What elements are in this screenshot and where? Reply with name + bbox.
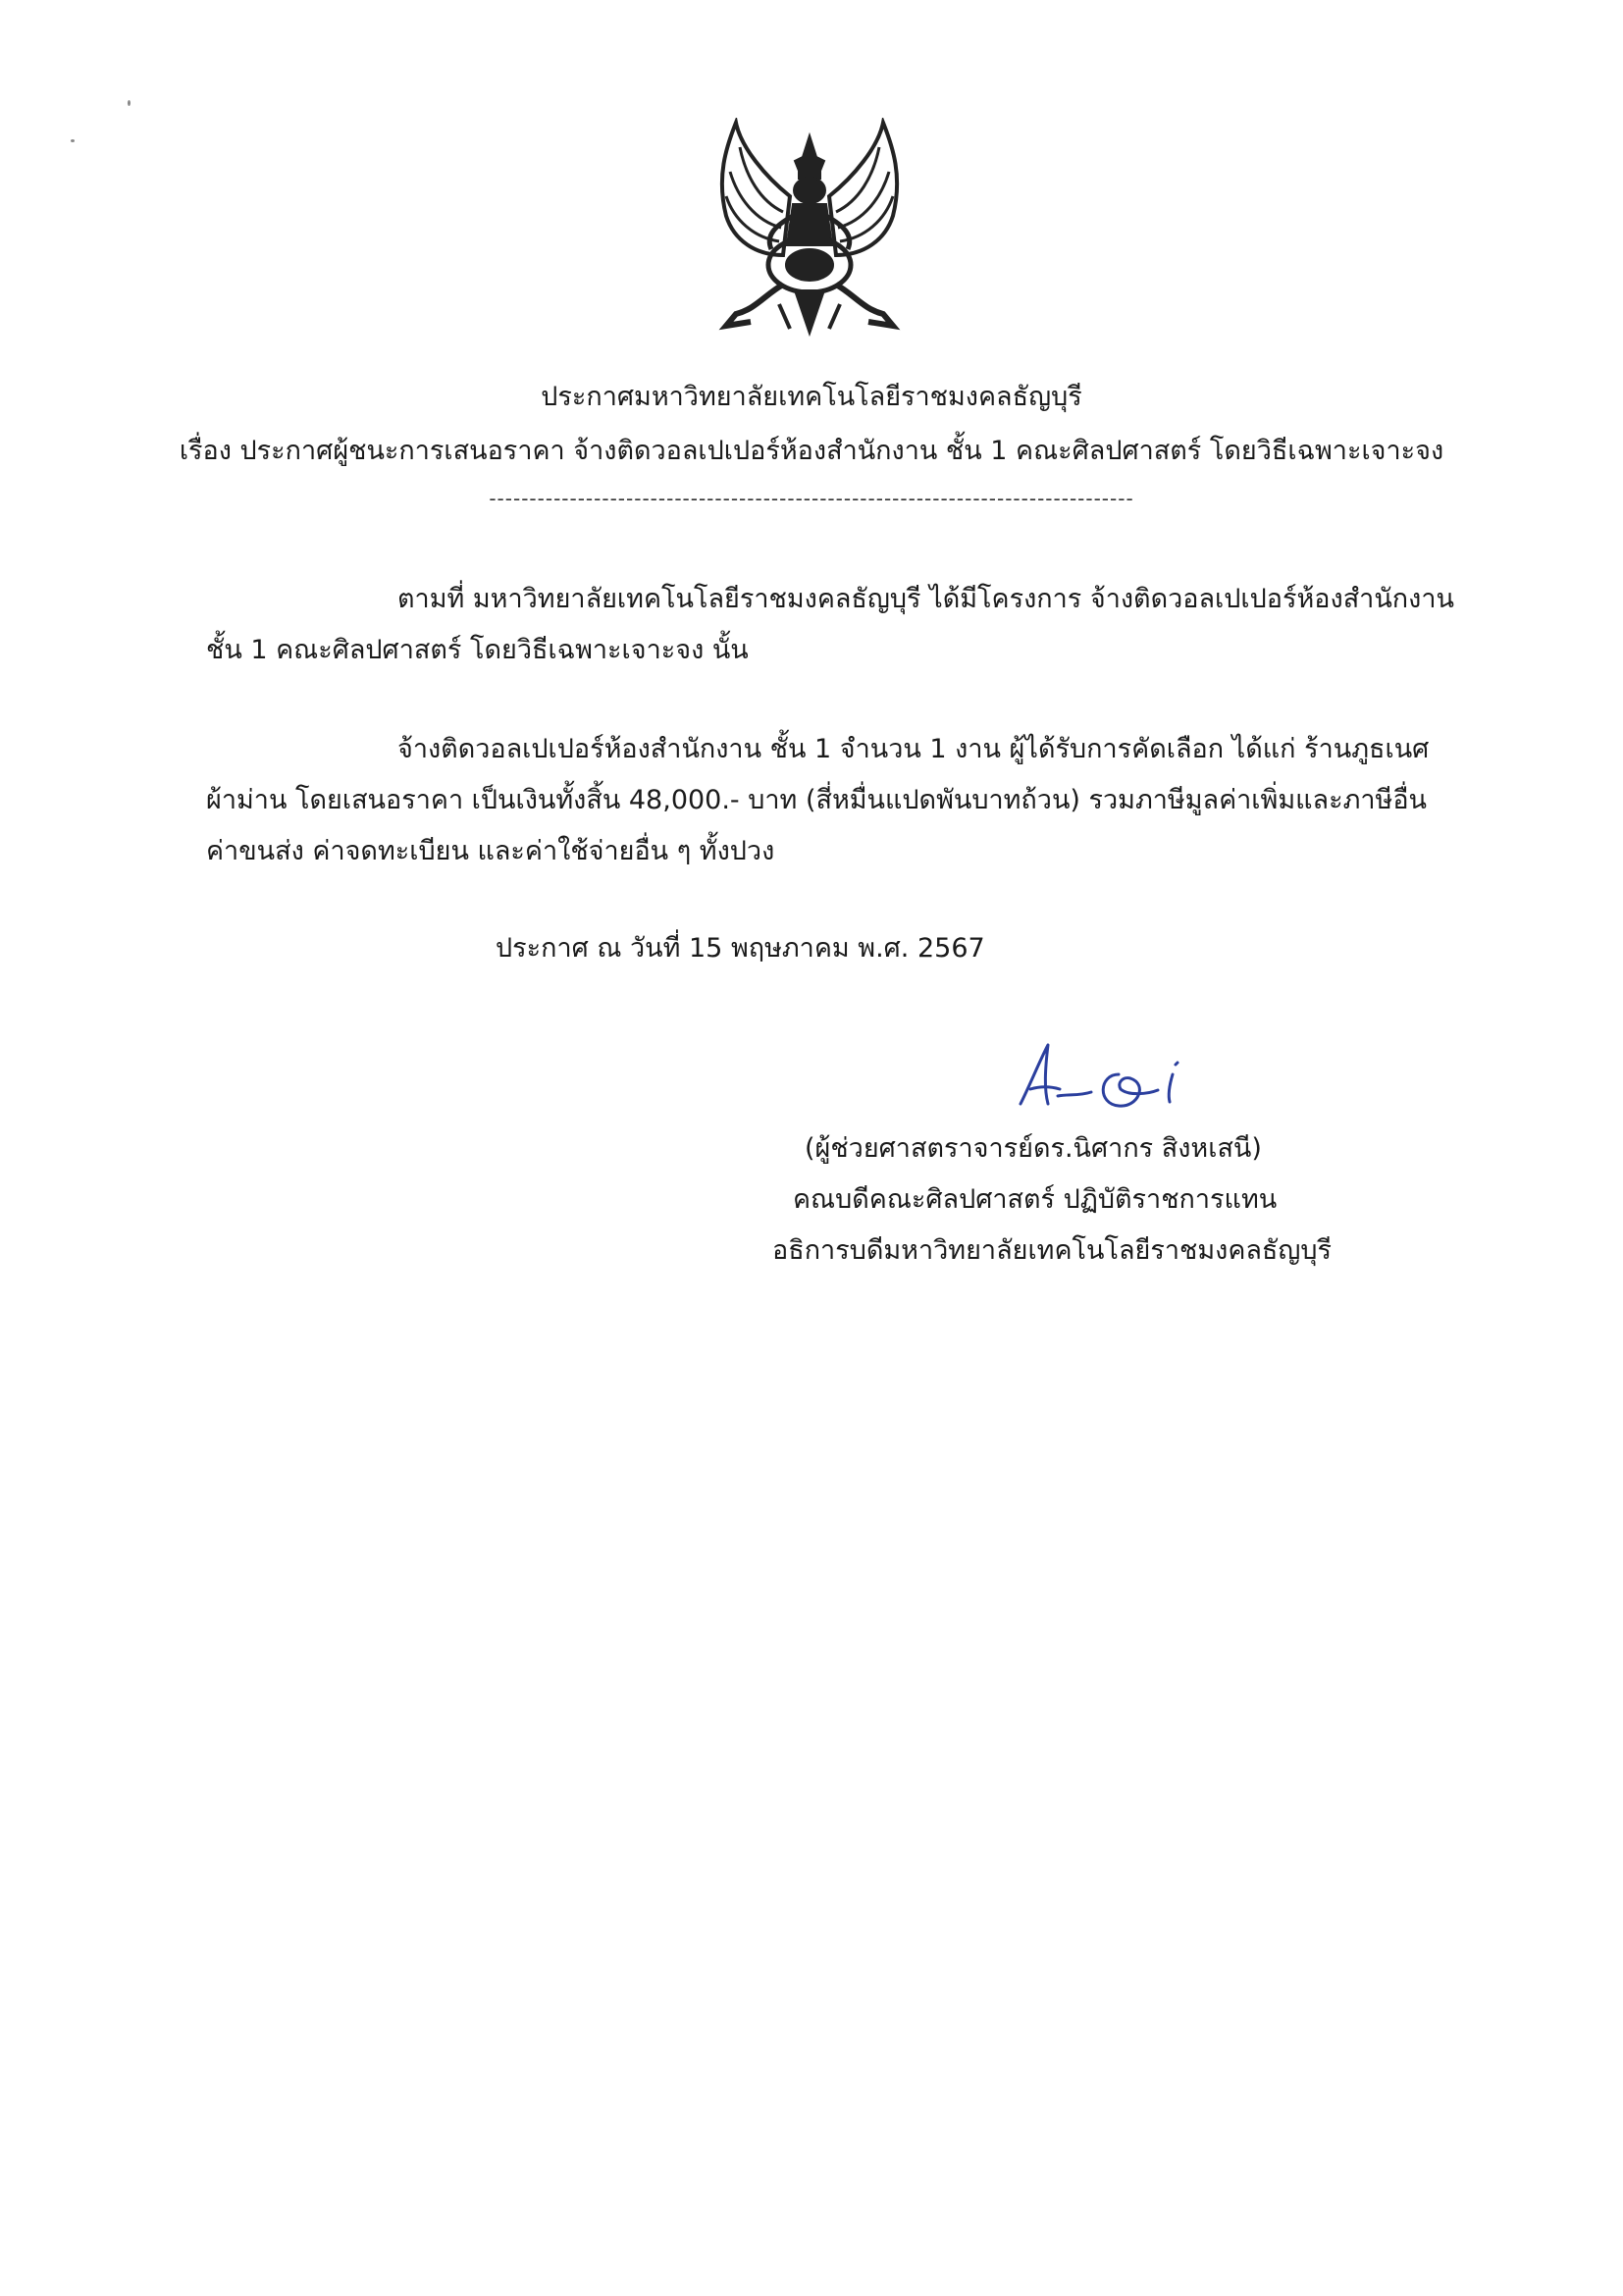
signatory-acting-for: อธิการบดีมหาวิทยาลัยเทคโนโลยีราชมงคลธัญบุรี (772, 1235, 1333, 1266)
paragraph-intro (206, 574, 1472, 676)
garuda-emblem-icon (697, 118, 922, 339)
paragraph-line: ผ้าม่าน โดยเสนอราคา เป็นเงินทั้งสิ้น 48,000.- บาท (สี่หมื่นแปดพันบาทถ้วน) รวมภาษีมูลค่าเพิ่มและภาษีอื่น (206, 785, 1428, 815)
scan-speck (128, 100, 131, 106)
paragraph-line: ชั้น 1 คณะศิลปศาสตร์ โดยวิธีเฉพาะเจาะจง นั้น (206, 635, 749, 665)
announcement-date: ประกาศ ณ วันที่ 15 พฤษภาคม พ.ศ. 2567 (496, 933, 985, 964)
separator-line: -------------------------------------------------------------------------------- (489, 487, 1134, 510)
paragraph-line: จ้างติดวอลเปเปอร์ห้องสำนักงาน ชั้น 1 จำนวน 1 งาน ผู้ได้รับการคัดเลือก ได้แก่ ร้านภูธเนศ (397, 734, 1430, 764)
signatory-position: คณบดีคณะศิลปศาสตร์ ปฏิบัติราชการแทน (793, 1184, 1278, 1215)
announcement-title: ประกาศมหาวิทยาลัยเทคโนโลยีราชมงคลธัญบุรี (541, 382, 1082, 412)
handwritten-signature-icon (1001, 1035, 1246, 1123)
announcement-subject: เรื่อง ประกาศผู้ชนะการเสนอราคา จ้างติดวอลเปเปอร์ห้องสำนักงาน ชั้น 1 คณะศิลปศาสตร์ โดยวิธีเฉพาะเจาะจง (179, 436, 1444, 466)
scan-speck (71, 139, 75, 142)
paragraph-line: ตามที่ มหาวิทยาลัยเทคโนโลยีราชมงคลธัญบุรี ได้มีโครงการ จ้างติดวอลเปเปอร์ห้องสำนักงาน (397, 584, 1454, 614)
signatory-name: (ผู้ช่วยศาสตราจารย์ดร.นิศากร สิงหเสนี) (805, 1133, 1262, 1164)
paragraph-award (206, 724, 1472, 877)
paragraph-line: ค่าขนส่ง ค่าจดทะเบียน และค่าใช้จ่ายอื่น ๆ ทั้งปวง (206, 836, 775, 866)
